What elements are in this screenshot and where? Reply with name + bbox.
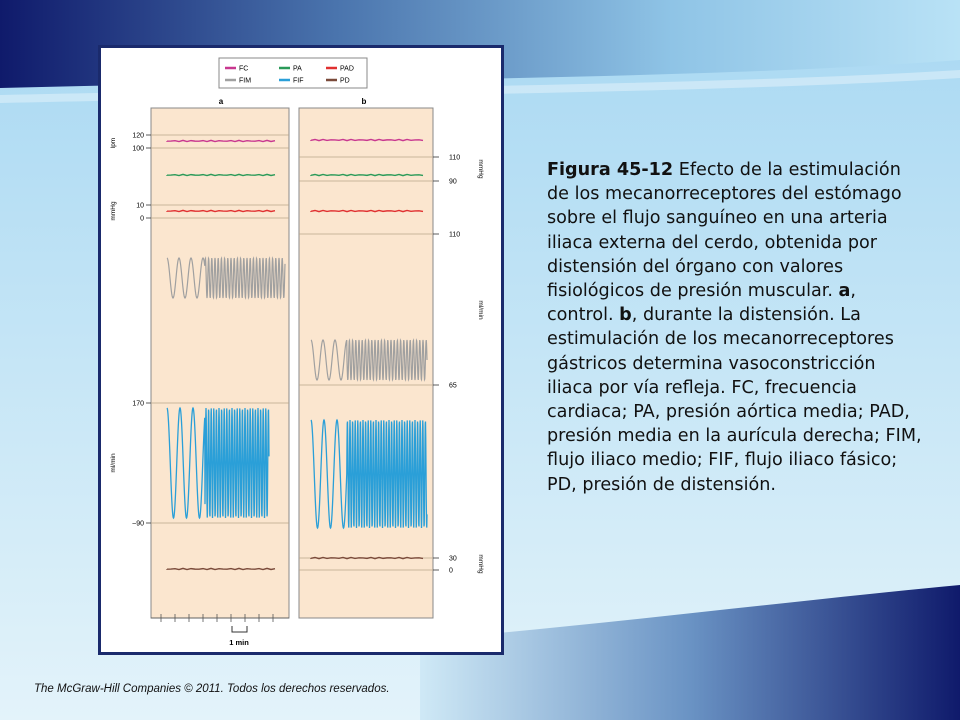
left-tick-label: 0 — [140, 215, 144, 223]
left-axes — [110, 133, 151, 528]
left-axis-unit: ml/min — [110, 453, 117, 473]
right-tick-label: 65 — [449, 382, 457, 390]
legend-label-fif: FIF — [293, 77, 304, 85]
right-tick-label: 110 — [449, 154, 461, 162]
right-axes — [433, 155, 484, 575]
panel-b-label: b — [361, 97, 367, 106]
left-tick-label: 10 — [136, 202, 144, 210]
right-axis-unit: ml/min — [477, 300, 484, 320]
copyright-footer: The McGraw-Hill Companies © 2011. Todos los derechos reservados. — [34, 683, 390, 695]
left-axis-unit: lpm — [110, 137, 117, 149]
physiology-chart — [101, 48, 501, 652]
left-axis-unit: mmHg — [110, 201, 117, 221]
caption-b: b — [619, 305, 632, 326]
right-axis-unit: mmHg — [477, 159, 484, 179]
legend-label-fim: FIM — [239, 77, 252, 85]
caption-text-2: , control. — [547, 281, 857, 326]
legend-label-pa: PA — [293, 65, 302, 73]
left-tick-label: 120 — [132, 132, 144, 140]
legend-label-pd: PD — [340, 77, 350, 85]
panel-a — [151, 108, 289, 618]
left-tick-label: 170 — [132, 400, 144, 408]
legend-label-pad: PAD — [340, 65, 354, 73]
right-tick-label: 110 — [449, 231, 461, 239]
left-tick-label: 100 — [132, 145, 144, 153]
figure-frame — [98, 45, 504, 655]
right-tick-label: 0 — [449, 567, 453, 575]
caption-text-3: , durante la distensión. La estimulación de los mecanorreceptores gástricos determina vasoconstricción iliaca por vía refleja. FC, frecuencia cardiaca; PA, presión aórtica media; PAD, presión media en la aurícula derecha; FIM, flujo iliaco medio; FIF, flujo iliaco fásico; PD, presión de distensión. — [547, 305, 922, 495]
right-tick-label: 90 — [449, 178, 457, 186]
caption-a: a — [838, 281, 851, 302]
panel-a-label: a — [218, 97, 224, 106]
time-scale-bar — [151, 614, 289, 647]
time-scale-label: 1 min — [229, 638, 249, 647]
right-axis-unit: mmHg — [477, 554, 484, 574]
caption-text-1: Efecto de la estimulación de los mecanorreceptores del estómago sobre el flujo sanguíneo en una arteria iliaca externa del cerdo, obtenida por distensión del órgano con valores fisiológicos de presión muscular. — [547, 160, 902, 302]
legend-label-fc: FC — [239, 65, 249, 73]
figure-label: Figura 45-12 — [547, 160, 674, 180]
figure-caption — [547, 158, 927, 497]
left-tick-label: –90 — [132, 520, 144, 528]
right-tick-label: 30 — [449, 555, 457, 563]
